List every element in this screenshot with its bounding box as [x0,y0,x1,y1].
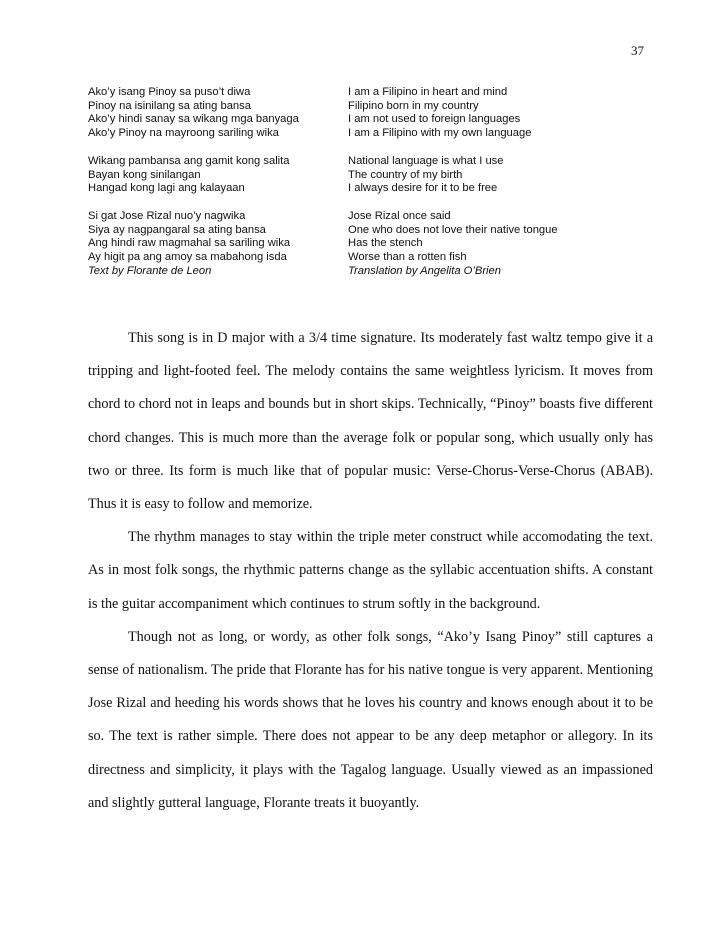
english-line: I am a Filipino with my own language [348,127,532,140]
tagalog-column [88,86,348,141]
lyrics-block [88,86,648,292]
english-line: One who does not love their native tongue [348,223,558,236]
stanza-3 [88,210,648,279]
english-line: I always desire for it to be free [348,182,498,195]
analysis-text [88,322,653,820]
english-line: I am a Filipino in heart and mind [348,86,508,98]
english-line: Worse than a rotten fish [348,251,467,264]
tagalog-line: Si gat Jose Rizal nuo’y nagwika [88,209,246,222]
english-line: Filipino born in my country [348,99,479,112]
stanza-2 [88,155,648,196]
english-line: Has the stench [348,237,423,250]
paragraph: Though not as long, or wordy, as other folk songs, “Ako’y Isang Pinoy” still captures a sense of nationalism. The pride that Florante has for his native tongue is very apparent. Mentioning Jose Rizal and heeding his words shows that he loves his country and knows enough about it to be so. The text is rather simple. There does not appear to be any deep metaphor or allegory. In its directness and simplicity, it plays with the Tagalog language. Usually viewed as an impassioned and slightly gutteral language, Florante treats it buoyantly. [88,628,653,811]
tagalog-line: Hangad kong lagi ang kalayaan [88,182,245,195]
translation-credit: Translation by Angelita O’Brien [348,264,501,277]
stanza-1 [88,86,648,141]
paragraph: This song is in D major with a 3/4 time signature. Its moderately fast waltz tempo give it a tripping and light-footed feel. The melody contains the same weightless lyricism. It moves from chord to chord not in leaps and bounds but in short skips. Technically, “Pinoy” boasts five different chord changes. This is much more than the average folk or popular song, which usually only has two or three. Its form is much like that of popular music: Verse-Chorus-Verse-Chorus (ABAB). Thus it is easy to follow and memorize. [88,330,653,513]
tagalog-line: Ako’y hindi sanay sa wikang mga banyaga [88,113,299,126]
tagalog-line: Ako’y isang Pinoy sa puso’t diwa [88,86,251,98]
english-line: The country of my birth [348,168,463,181]
tagalog-line: Pinoy na isinilang sa ating bansa [88,99,251,112]
tagalog-column [88,155,348,196]
tagalog-line: Siya ay nagpangaral sa ating bansa [88,223,266,236]
tagalog-column [88,210,348,279]
english-column [348,86,531,141]
english-line: I am not used to foreign languages [348,113,521,126]
english-line: Jose Rizal once said [348,209,451,222]
tagalog-line: Ang hindi raw magmahal sa sariling wika [88,237,291,250]
tagalog-line: Ako’y Pinoy na mayroong sariling wika [88,127,279,140]
tagalog-line: Bayan kong sinilangan [88,168,201,181]
page-number: 37 [631,43,644,58]
english-column [348,210,558,279]
english-column [348,155,503,196]
tagalog-line: Ay higit pa ang amoy sa mabahong isda [88,251,287,264]
tagalog-line: Wikang pambansa ang gamit kong salita [88,154,290,167]
paragraph: The rhythm manages to stay within the triple meter construct while accomodating the text. As in most folk songs, the rhythmic patterns change as the syllabic accentuation shifts. A constant is the guitar accompaniment which continues to strum softly in the background. [88,529,653,612]
text-credit: Text by Florante de Leon [88,264,212,277]
english-line: National language is what I use [348,154,504,167]
